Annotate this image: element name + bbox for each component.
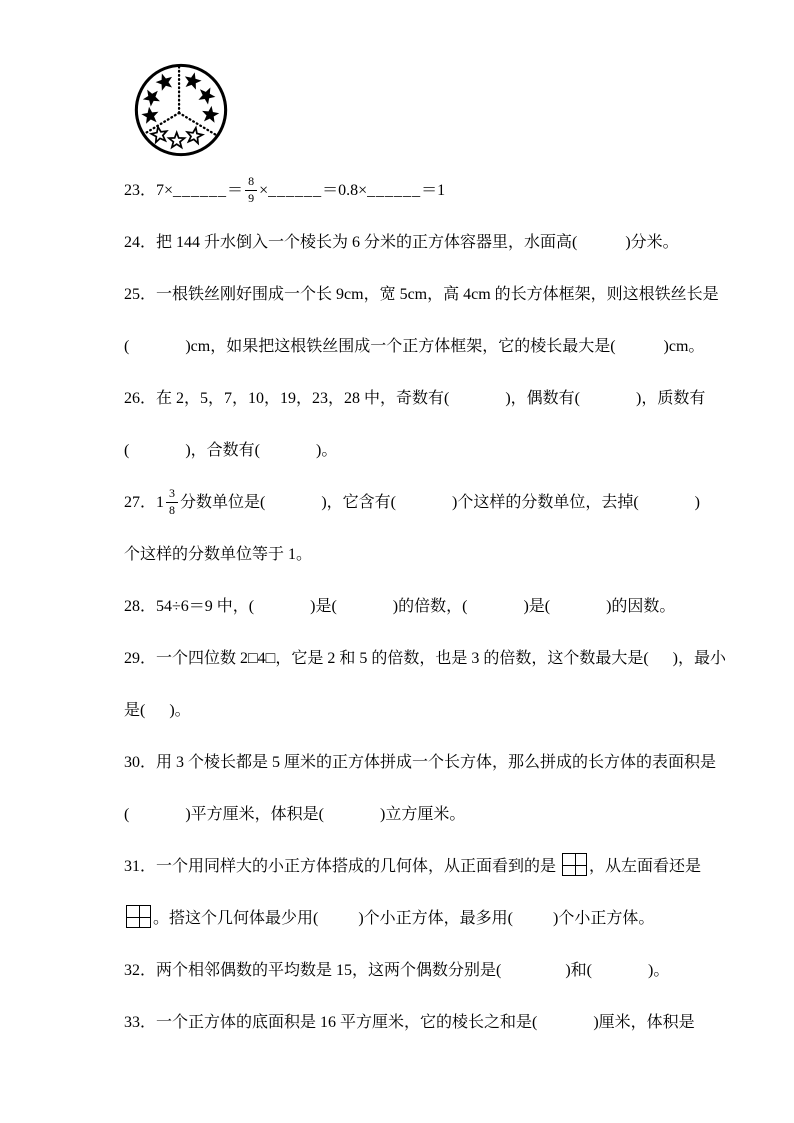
- question-text: 两个相邻偶数的平均数是 15，这两个偶数分别是( )和( )。: [156, 962, 670, 979]
- q23-multiply-sign: ×: [259, 182, 269, 199]
- question-number: 32．: [124, 962, 157, 979]
- question-31-line-2: [124, 893, 724, 945]
- question-26-line-1: [124, 373, 724, 425]
- fraction-3-8: [166, 487, 178, 516]
- question-text: 一个四位数 2□4□，它是 2 和 5 的倍数，也是 3 的倍数，这个数最大是( )，最小: [156, 650, 727, 667]
- question-32: [124, 945, 724, 997]
- question-text: ( )，合数有( )。: [124, 442, 338, 459]
- q23-blank-1: ______: [173, 182, 228, 199]
- question-30-line-1: [124, 737, 724, 789]
- question-text: 一个正方体的底面积是 16 平方厘米，它的棱长之和是( )厘米，体积是: [156, 1014, 695, 1031]
- q23-blank-2: ______: [268, 182, 323, 199]
- q27-whole-number: 1: [156, 494, 165, 511]
- fraction-numerator: 3: [166, 487, 178, 502]
- question-text: ( )cm，如果把这根铁丝围成一个正方体框架，它的棱长最大是( )cm。: [124, 338, 705, 355]
- fraction-denominator: 9: [248, 190, 255, 205]
- question-26-line-2: [124, 425, 724, 477]
- question-number: 23．: [124, 182, 157, 199]
- question-number: 27．: [124, 494, 157, 511]
- q23-equals-3: ＝1: [421, 182, 446, 199]
- fraction-numerator: 8: [245, 175, 257, 190]
- question-number: 25．: [124, 286, 157, 303]
- question-text: 用 3 个棱长都是 5 厘米的正方体拼成一个长方体，那么拼成的长方体的表面积是: [156, 754, 717, 771]
- fraction-denominator: 8: [169, 502, 176, 517]
- question-number: 30．: [124, 754, 157, 771]
- question-text: 把 144 升水倒入一个棱长为 6 分米的正方体容器里，水面高( )分米。: [156, 234, 679, 251]
- two-by-two-grid-icon: [562, 853, 587, 876]
- question-number: 31．: [124, 858, 157, 875]
- question-text: ( )平方厘米，体积是( )立方厘米。: [124, 806, 466, 823]
- question-25-line-2: [124, 321, 724, 373]
- question-27-line-1: [124, 477, 724, 529]
- question-number: 26．: [124, 390, 157, 407]
- question-31-line-1: [124, 841, 724, 893]
- fraction-8-9: [245, 175, 257, 204]
- question-text: 个这样的分数单位等于 1。: [124, 546, 313, 563]
- question-33: [124, 997, 724, 1049]
- question-25-line-1: [124, 269, 724, 321]
- q23-equals-1: ＝: [227, 182, 244, 199]
- outline-star-icon: [169, 133, 185, 148]
- question-text: 是( )。: [124, 702, 191, 719]
- question-28: [124, 581, 724, 633]
- filled-star-icon: [140, 106, 159, 125]
- sector-divider-lines: [144, 67, 216, 135]
- question-number: 29．: [124, 650, 157, 667]
- question-number: 24．: [124, 234, 157, 251]
- question-text: 分数单位是( )，它含有( )个这样的分数单位，去掉( ): [180, 494, 700, 511]
- question-23: [124, 165, 724, 217]
- filled-star-icon: [182, 70, 203, 90]
- q23-expression-pre: 7×: [156, 182, 174, 199]
- question-text: ，从左面看还是: [589, 858, 702, 875]
- question-29-line-1: [124, 633, 727, 685]
- question-text: 一个用同样大的小正方体搭成的几何体，从正面看到的是: [156, 858, 561, 875]
- q23-blank-3: ______: [367, 182, 422, 199]
- question-number: 33．: [124, 1014, 157, 1031]
- q23-equals-2: ＝0.8×: [322, 182, 368, 199]
- filled-star-icon: [195, 84, 218, 106]
- question-text: 在 2，5，7，10，19，23，28 中，奇数有( )，偶数有( )，质数有: [156, 390, 706, 407]
- question-text: 一根铁丝刚好围成一个长 9cm，宽 5cm，高 4cm 的长方体框架，则这根铁丝长是: [156, 286, 719, 303]
- star-circle-svg: [133, 62, 229, 158]
- question-text: 54÷6＝9 中，( )是( )的倍数，( )是( )的因数。: [156, 598, 676, 615]
- outline-star-icon: [186, 126, 204, 143]
- two-by-two-grid-icon: [126, 905, 151, 928]
- question-29-line-2: [124, 685, 724, 737]
- question-27-line-2: [124, 529, 724, 581]
- question-24: [124, 217, 724, 269]
- outline-stars: [150, 126, 203, 148]
- question-number: 28．: [124, 598, 157, 615]
- questions-list: [124, 165, 727, 1049]
- filled-star-icon: [201, 105, 220, 124]
- star-circle-figure: [133, 62, 229, 158]
- question-30-line-2: [124, 789, 724, 841]
- question-text: 。搭这个几何体最少用( )个小正方体，最多用( )个小正方体。: [153, 910, 655, 927]
